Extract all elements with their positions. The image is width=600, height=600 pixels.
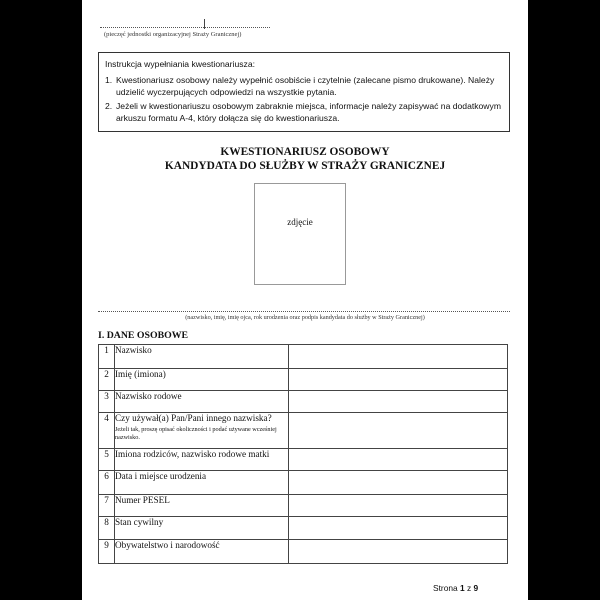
row-number: 7 bbox=[99, 495, 115, 517]
form-title bbox=[82, 145, 528, 173]
row-number: 9 bbox=[99, 540, 115, 564]
row-value-field[interactable] bbox=[289, 449, 508, 471]
row-label: Data i miejsce urodzenia bbox=[115, 471, 289, 495]
stamp-line bbox=[100, 27, 270, 28]
table-row bbox=[99, 449, 508, 471]
row-number: 8 bbox=[99, 517, 115, 540]
stamp-caption: (pieczęć jednostki organizacyjnej Straży Granicznej) bbox=[104, 31, 242, 38]
personal-data-table bbox=[98, 344, 508, 564]
table-row bbox=[99, 345, 508, 369]
row-value-field[interactable] bbox=[289, 345, 508, 369]
row-label bbox=[115, 413, 289, 449]
instructions-list bbox=[105, 74, 503, 125]
text-cursor bbox=[204, 19, 205, 29]
row-label: Imiona rodziców, nazwisko rodowe matki bbox=[115, 449, 289, 471]
row-label: Obywatelstwo i narodowość bbox=[115, 540, 289, 564]
form-title-line2: KANDYDATA DO SŁUŻBY W STRAŻY GRANICZNEJ bbox=[164, 160, 446, 172]
row-label: Numer PESEL bbox=[115, 495, 289, 517]
instruction-text: Jeżeli w kwestionariuszu osobowym zabraknie miejsca, informacje należy zapisywać na dodatkowym arkuszu formatu A-4, który dołącza się do kwestionariusza. bbox=[116, 100, 501, 124]
form-title-line1: KWESTIONARIUSZ OSOBOWY bbox=[220, 146, 390, 158]
row-value-field[interactable] bbox=[289, 471, 508, 495]
document-page bbox=[82, 0, 528, 600]
table-row bbox=[99, 369, 508, 391]
row-number: 2 bbox=[99, 369, 115, 391]
row-label: Imię (imiona) bbox=[115, 369, 289, 391]
signature-caption: (nazwisko, imię, imię ojca, rok urodzenia oraz podpis kandydata do służby w Straży Granicznej) bbox=[185, 314, 425, 321]
row-value-field[interactable] bbox=[289, 540, 508, 564]
instructions-title: Instrukcja wypełniania kwestionariusza: bbox=[105, 59, 255, 69]
table-row bbox=[99, 391, 508, 413]
page-number bbox=[433, 583, 478, 593]
table-row bbox=[99, 517, 508, 540]
row-value-field[interactable] bbox=[289, 391, 508, 413]
table-row bbox=[99, 413, 508, 449]
instruction-number: 1. bbox=[105, 74, 113, 85]
row-number: 3 bbox=[99, 391, 115, 413]
table-row bbox=[99, 471, 508, 495]
row-value-field[interactable] bbox=[289, 413, 508, 449]
page-total: 9 bbox=[473, 583, 479, 593]
row-value-field[interactable] bbox=[289, 369, 508, 391]
page-separator: z bbox=[464, 583, 474, 593]
row-note: Jeżeli tak, proszę opisać okoliczności i podać używane wcześniej nazwisko. bbox=[115, 426, 277, 441]
photo-box[interactable] bbox=[254, 183, 346, 285]
section-title: I. DANE OSOBOWE bbox=[98, 330, 189, 341]
table-row bbox=[99, 540, 508, 564]
signature-line[interactable] bbox=[98, 311, 510, 312]
instruction-number: 2. bbox=[105, 100, 113, 111]
row-number: 5 bbox=[99, 449, 115, 471]
page-prefix: Strona bbox=[433, 583, 461, 593]
instruction-item bbox=[105, 74, 503, 99]
page-current: 1 bbox=[460, 583, 465, 593]
instruction-text: Kwestionariusz osobowy należy wypełnić osobiście i czytelnie (zalecane pismo drukowane). Należy udzielić wyczerpujących odpowiedzi na wszystkie pytania. bbox=[116, 74, 495, 98]
row-label: Stan cywilny bbox=[115, 517, 289, 540]
row-number: 6 bbox=[99, 471, 115, 495]
instruction-item bbox=[105, 100, 503, 125]
row-label-text: Czy używał(a) Pan/Pani innego nazwiska? bbox=[115, 413, 272, 423]
row-number: 1 bbox=[99, 345, 115, 369]
row-label: Nazwisko bbox=[115, 345, 289, 369]
row-value-field[interactable] bbox=[289, 495, 508, 517]
row-number: 4 bbox=[99, 413, 115, 449]
row-value-field[interactable] bbox=[289, 517, 508, 540]
table-row bbox=[99, 495, 508, 517]
instructions-box bbox=[98, 52, 510, 132]
photo-label: zdjęcie bbox=[287, 217, 313, 227]
row-label: Nazwisko rodowe bbox=[115, 391, 289, 413]
